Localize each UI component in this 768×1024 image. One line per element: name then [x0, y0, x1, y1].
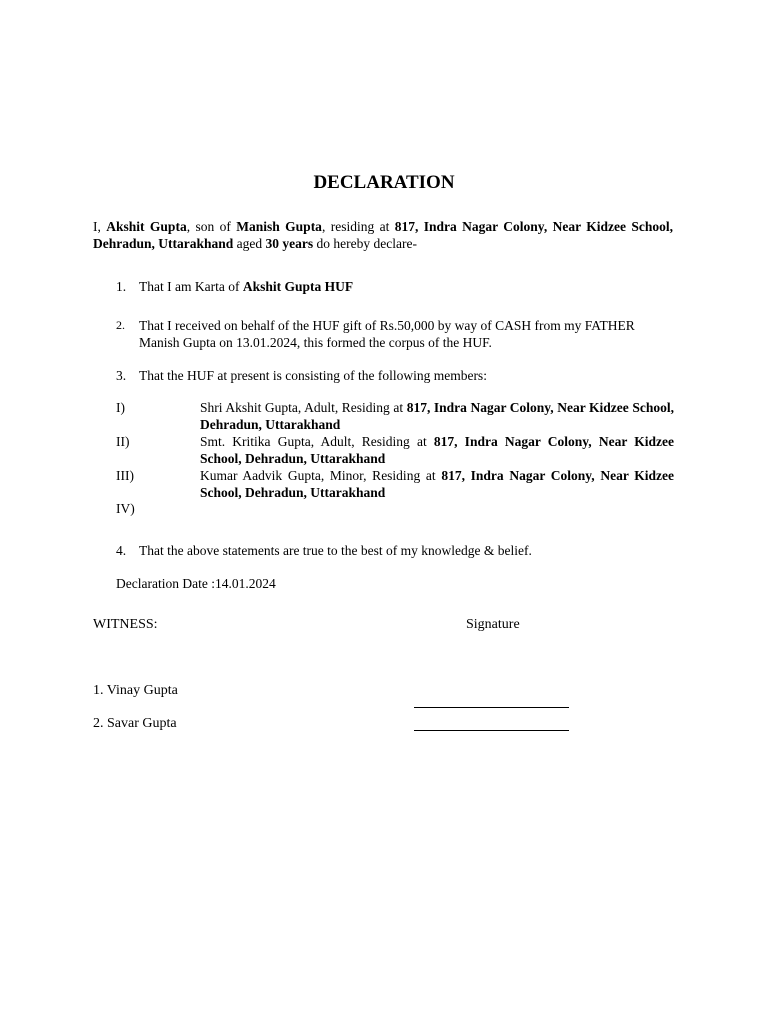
- member-address: 817, Indra Nagar Colony, Near Kidzee School, Dehradun, Uttarakhand: [200, 468, 674, 500]
- intro-text: , son of: [186, 219, 237, 234]
- declarant-age: 30 years: [265, 236, 314, 251]
- huf-name: Akshit Gupta HUF: [242, 279, 354, 294]
- member-entry: [200, 467, 674, 501]
- item-text-plain: That I am Karta of: [139, 279, 243, 294]
- intro-paragraph: [93, 218, 673, 252]
- signature-line: [414, 730, 569, 731]
- member-number: III): [116, 468, 134, 483]
- member-entry: [200, 433, 674, 467]
- intro-text: aged: [233, 236, 266, 251]
- item-number: 1.: [116, 279, 127, 294]
- witness-label: WITNESS:: [93, 617, 158, 632]
- item-text: That the HUF at present is consisting of the following members:: [139, 368, 487, 383]
- witness-name: 1. Vinay Gupta: [93, 683, 178, 698]
- signature-label: Signature: [466, 617, 520, 632]
- member-number: II): [116, 434, 130, 449]
- declaration-date: Declaration Date :14.01.2024: [116, 576, 276, 591]
- item-text: That the above statements are true to the best of my knowledge & belief.: [139, 543, 532, 558]
- intro-text: I,: [93, 219, 107, 234]
- witness-name: 2. Savar Gupta: [93, 716, 177, 731]
- page-title: DECLARATION: [313, 172, 455, 193]
- signature-line: [414, 707, 569, 708]
- item-number: 4.: [116, 543, 127, 558]
- residential-address: 817, Indra Nagar Colony, Near Kidzee School, Dehradun, Uttarakhand: [93, 219, 673, 251]
- father-name: Manish Gupta: [236, 219, 322, 234]
- intro-text: do hereby declare-: [313, 236, 417, 251]
- member-entry: [200, 399, 674, 433]
- member-text: Smt. Kritika Gupta, Adult, Residing at: [200, 434, 434, 449]
- declarant-name: Akshit Gupta: [106, 219, 187, 234]
- member-text: Shri Akshit Gupta, Adult, Residing at: [200, 400, 407, 415]
- member-address: 817, Indra Nagar Colony, Near Kidzee School, Dehradun, Uttarakhand: [200, 434, 674, 466]
- member-number: IV): [116, 501, 135, 516]
- item-text: [139, 278, 679, 295]
- member-text: Kumar Aadvik Gupta, Minor, Residing at: [200, 468, 442, 483]
- intro-text: , residing at: [321, 219, 395, 234]
- item-number: 3.: [116, 368, 127, 383]
- item-number: 2.: [116, 318, 125, 332]
- member-number: I): [116, 400, 125, 415]
- item-text: That I received on behalf of the HUF gift of Rs.50,000 by way of CASH from my FATHER Manish Gupta on 13.01.2024, this formed the corpus of the HUF.: [139, 318, 635, 350]
- member-address: 817, Indra Nagar Colony, Near Kidzee School, Dehradun, Uttarakhand: [200, 400, 674, 432]
